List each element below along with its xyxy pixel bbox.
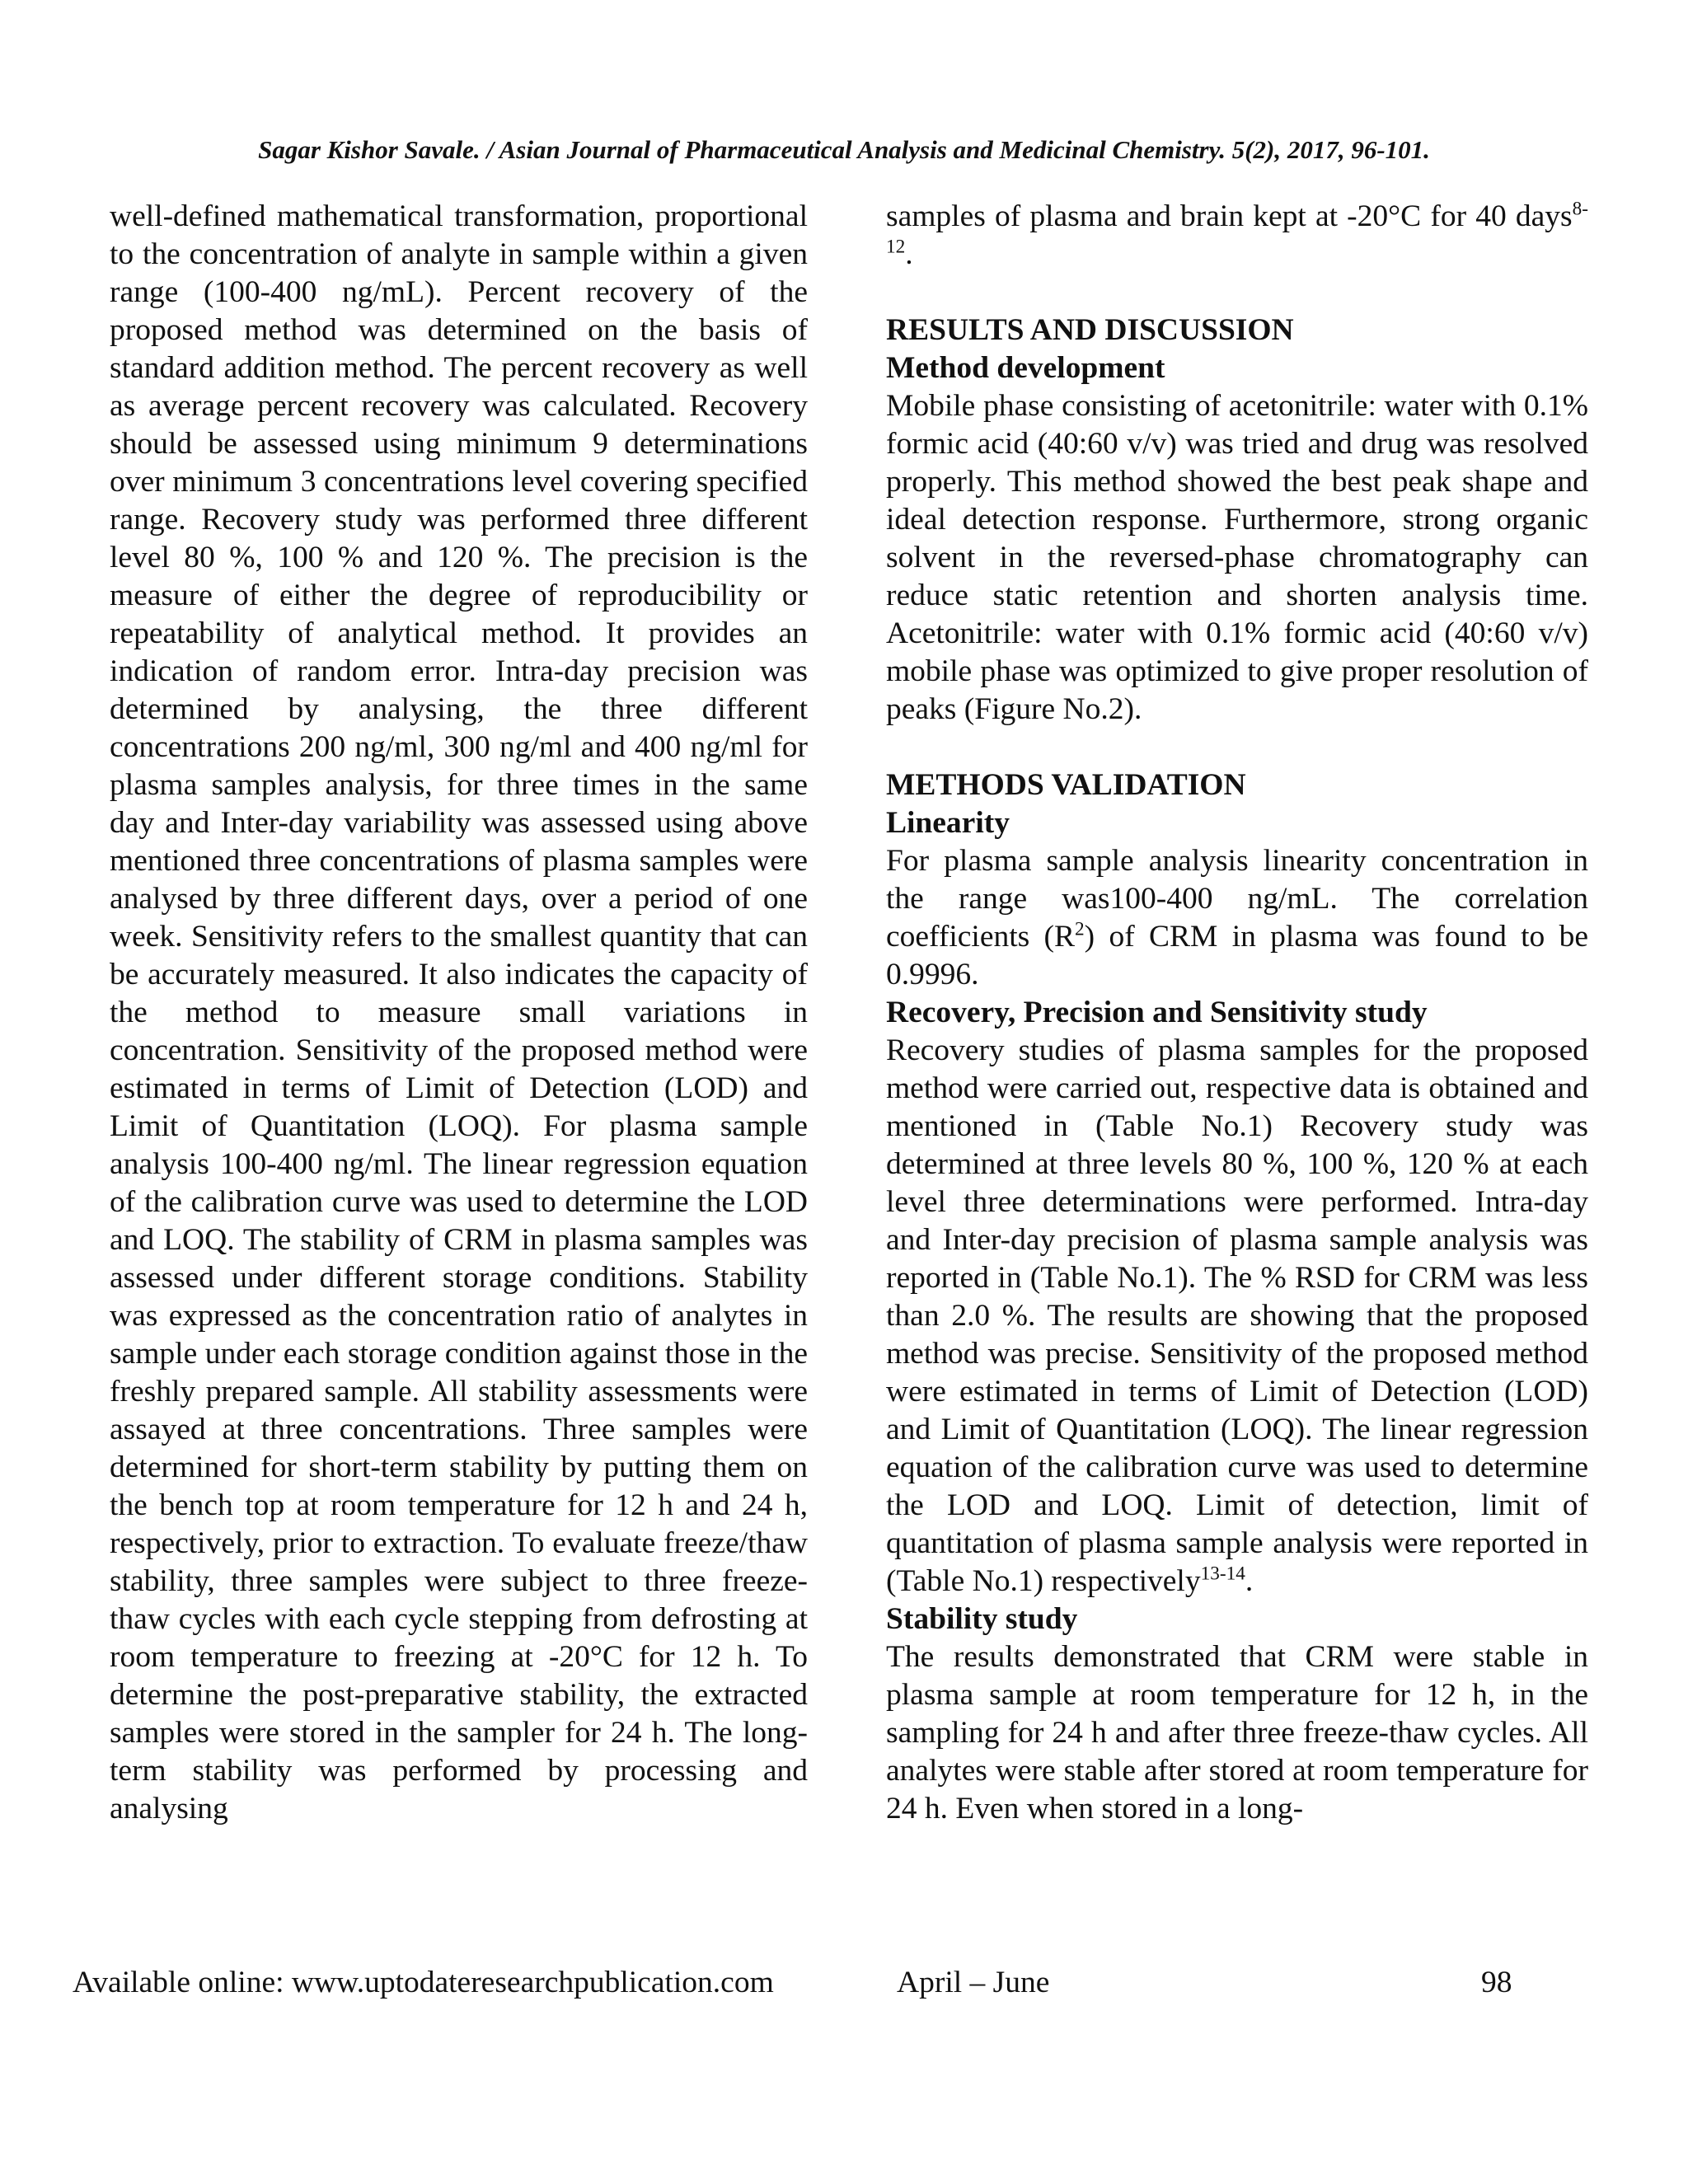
footer-website: Available online: www.uptodateresearchpublication.com [73, 1966, 774, 1999]
intro-period: . [905, 237, 913, 271]
spacer [886, 274, 1588, 312]
r-squared-superscript: 2 [1075, 918, 1085, 940]
linearity-paragraph [886, 842, 1588, 994]
linearity-text-end: ) of CRM in plasma was found to be 0.9996. [886, 920, 1588, 991]
left-column [110, 198, 808, 1828]
stability-heading: Stability study [886, 1602, 1078, 1636]
recovery-paragraph [886, 1032, 1588, 1601]
recovery-citation: 13-14 [1200, 1563, 1245, 1585]
method-development-text: Mobile phase consisting of acetonitrile: water with 0.1% formic acid (40:60 v/v) was tried and drug was resolved properly. This method showed the best peak shape and ideal detection response. Furthermore, strong organic solvent in the reversed-phase chromatography can reduce static retention and shorten analysis time. Acetonitrile: water with 0.1% formic acid (40:60 v/v) mobile phase was optimized to give proper resolution of peaks (Figure No.2). [886, 389, 1588, 726]
recovery-heading: Recovery, Precision and Sensitivity study [886, 996, 1428, 1029]
stability-text: The results demonstrated that CRM were stable in plasma sample at room temperature for 12 h, in the sampling for 24 h and after three freeze-thaw cycles. All analytes were stable after stored at room temperature for 24 h. Even when stored in a long- [886, 1640, 1588, 1825]
footer-period: April – June [897, 1966, 1050, 1999]
linearity-heading: Linearity [886, 806, 1010, 840]
linearity-text: For plasma sample analysis linearity concentration in the range was100-400 ng/mL. The correlation coefficients (R [886, 844, 1588, 954]
methods-validation-heading: METHODS VALIDATION [886, 768, 1246, 802]
page-number: 98 [1481, 1966, 1512, 1999]
spacer [886, 729, 1588, 766]
method-development-heading: Method development [886, 351, 1165, 385]
recovery-period: . [1245, 1564, 1254, 1598]
intro-citation: 8-12 [886, 198, 1588, 258]
intro-text: samples of plasma and brain kept at -20°C for 40 days [886, 199, 1573, 233]
right-column [886, 198, 1588, 1828]
running-header: Sagar Kishor Savale. / Asian Journal of Pharmaceutical Analysis and Medicinal Chemistry. 5(2), 2017, 96-101. [258, 135, 1430, 164]
intro-paragraph [886, 198, 1588, 274]
results-heading: RESULTS AND DISCUSSION [886, 313, 1294, 347]
recovery-text: Recovery studies of plasma samples for the proposed method were carried out, respective data is obtained and mentioned in (Table No.1) Recovery study was determined at three levels 80 %, 100 %, 120 % at each level three determinations were performed. Intra-day and Inter-day precision of plasma sample analysis was reported in (Table No.1). The % RSD for CRM was less than 2.0 %. The results are showing that the proposed method was precise. Sensitivity of the proposed method were estimated in terms of Limit of Detection (LOD) and Limit of Quantitation (LOQ). The linear regression equation of the calibration curve was used to determine the LOD and LOQ. Limit of detection, limit of quantitation of plasma sample analysis were reported in (Table No.1) respectively [886, 1033, 1588, 1598]
left-body-text: well-defined mathematical transformation, proportional to the concentration of analyte in sample within a given range (100-400 ng/mL). Percent recovery of the proposed method was determined on the basis of standard addition method. The percent recovery as well as average percent recovery was calculated. Recovery should be assessed using minimum 9 determinations over minimum 3 concentrations level covering specified range. Recovery study was performed three different level 80 %, 100 % and 120 %. The precision is the measure of either the degree of reproducibility or repeatability of analytical method. It provides an indication of random error. Intra-day precision was determined by analysing, the three different concentrations 200 ng/ml, 300 ng/ml and 400 ng/ml for plasma samples analysis, for three times in the same day and Inter-day variability was assessed using above mentioned three concentrations of plasma samples were analysed by three different days, over a period of one week. Sensitivity refers to the smallest quantity that can be accurately measured. It also indicates the capacity of the method to measure small variations in concentration. Sensitivity of the proposed method were estimated in terms of Limit of Detection (LOD) and Limit of Quantitation (LOQ). For plasma sample analysis 100-400 ng/ml. The linear regression equation of the calibration curve was used to determine the LOD and LOQ. The stability of CRM in plasma samples was assessed under different storage conditions. Stability was expressed as the concentration ratio of analytes in sample under each storage condition against those in the freshly prepared sample. All stability assessments were assayed at three concentrations. Three samples were determined for short-term stability by putting them on the bench top at room temperature for 12 h and 24 h, respectively, prior to extraction. To evaluate freeze/thaw stability, three samples were subject to three freeze-thaw cycles with each cycle stepping from defrosting at room temperature to freezing at -20°C for 12 h. To determine the post-preparative stability, the extracted samples were stored in the sampler for 24 h. The long-term stability was performed by processing and analysing [110, 199, 808, 1825]
